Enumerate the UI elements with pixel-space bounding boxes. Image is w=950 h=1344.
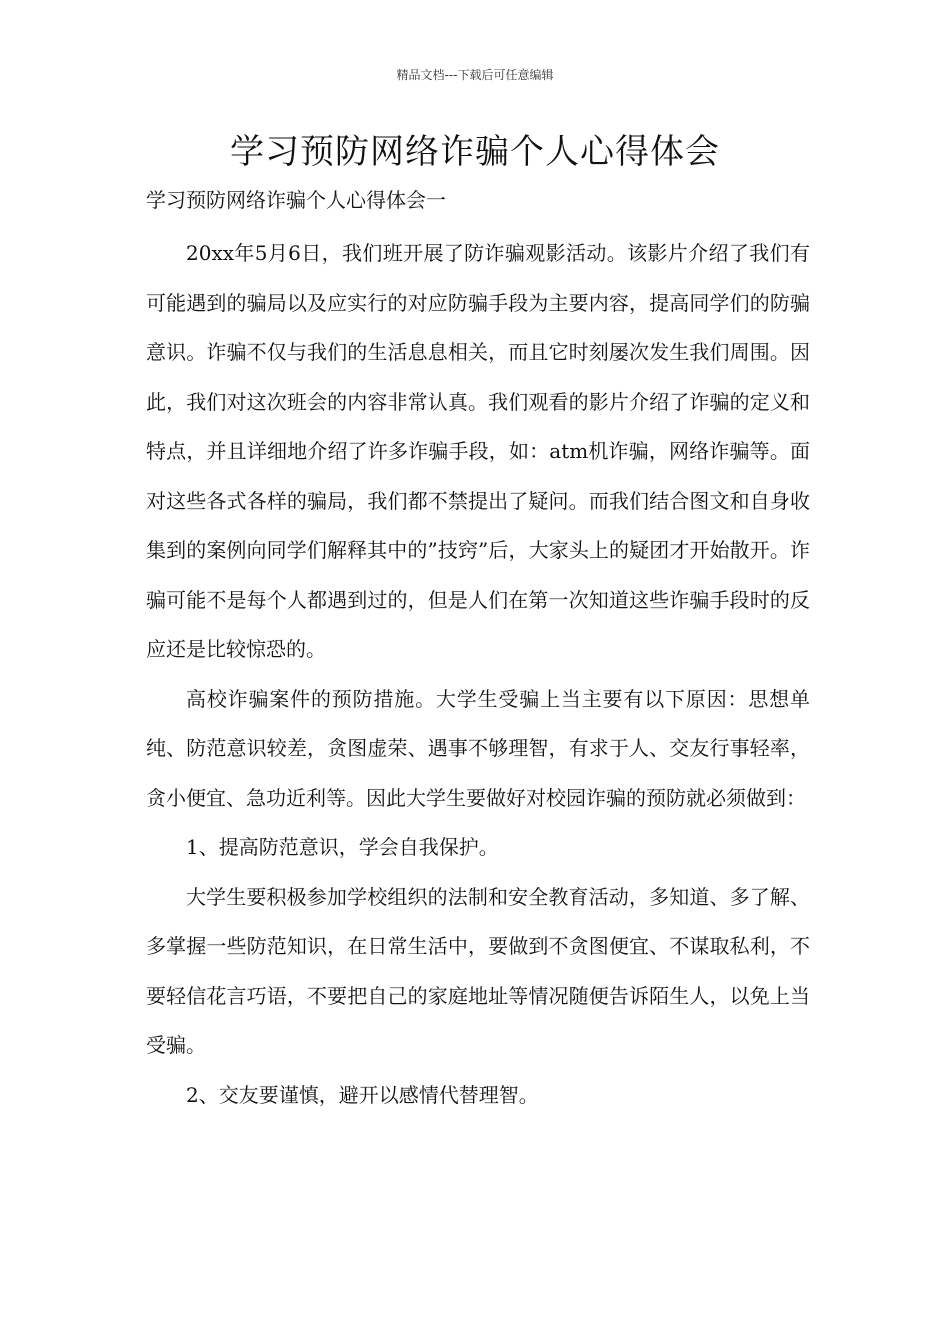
paragraph-5: 2、交友要谨慎，避开以感情代替理智。 (186, 1082, 539, 1107)
paragraph-3: 1、提高防范意识，学会自我保护。 (186, 835, 499, 859)
document-body (146, 180, 810, 1120)
paragraph-4: 大学生要积极参加学校组织的法制和安全教育活动，多知道、多了解、多掌握一些防范知识，在日常生活中，要做到不贪图便宜、不谋取私利，不要轻信花言巧语，不要把自己的家庭地址等情况随便告诉陌生人，以免上当受骗。 (146, 884, 810, 1057)
header-note: 精品文档---下载后可任意编辑 (396, 68, 554, 82)
document-title: 学习预防网络诈骗个人心得体会 (230, 132, 720, 172)
paragraph-1: 20xx年5月6日，我们班开展了防诈骗观影活动。该影片介绍了我们有可能遇到的骗局以及应实行的对应防骗手段为主要内容，提高同学们的防骗意识。诈骗不仅与我们的生活息息相关，而且它时刻屡次发生我们周围。因此，我们对这次班会的内容非常认真。我们观看的影片介绍了诈骗的定义和特点，并且详细地介绍了许多诈骗手段，如：atm机诈骗，网络诈骗等。面对这些各式各样的骗局，我们都不禁提出了疑问。而我们结合图文和自身收集到的案例向同学们解释其中的”技窍”后，大家头上的疑团才开始散开。诈骗可能不是每个人都遇到过的，但是人们在第一次知道这些诈骗手段时的反应还是比较惊恐的。 (146, 241, 810, 661)
paragraph-2: 高校诈骗案件的预防措施。大学生受骗上当主要有以下原因：思想单纯、防范意识较差，贪图虚荣、遇事不够理智，有求于人、交友行事轻率，贪小便宜、急功近利等。因此大学生要做好对校园诈骗的预防就必须做到： (146, 686, 810, 810)
section-subtitle: 学习预防网络诈骗个人心得体会一 (146, 188, 446, 212)
